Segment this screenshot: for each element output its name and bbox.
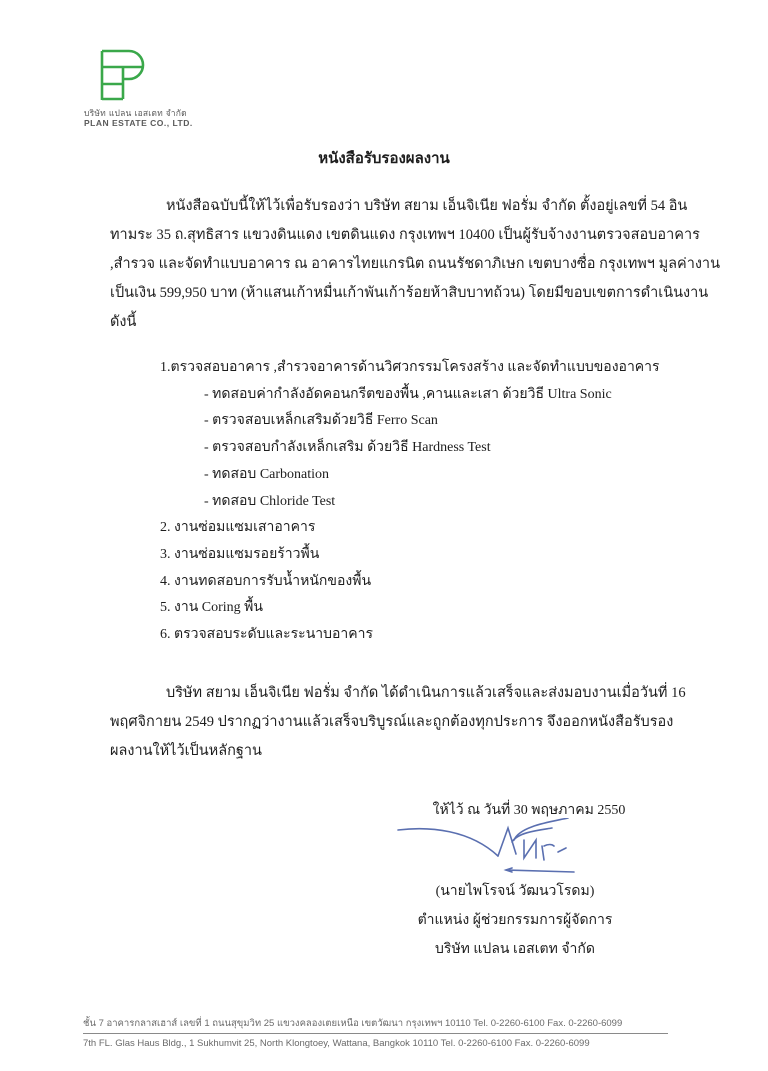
closing-line: พฤศจิกายน 2549 ปรากฏว่างานแล้วเสร็จบริบูรณ์และถูกต้องทุกประการ จึงออกหนังสือรับรอง — [110, 714, 674, 730]
signatory-position: ตำแหน่ง ผู้ช่วยกรรมการผู้จัดการ — [417, 913, 613, 928]
scope-item: 6. ตรวจสอบระดับและระนาบอาคาร — [160, 627, 374, 643]
closing-paragraph — [110, 679, 686, 766]
footer-divider — [83, 1033, 668, 1034]
company-name-thai: บริษัท แปลน เอสเตท จำกัด — [84, 109, 187, 119]
scope-list — [160, 355, 660, 649]
handwritten-signature-icon — [390, 818, 580, 878]
intro-line: หนังสือฉบับนี้ให้ไว้เพื่อรับรองว่า บริษัท สยาม เอ็นจิเนีย ฟอรั่ม จำกัด ตั้งอยู่เลขที่ 54 อิน — [166, 198, 688, 214]
pe-monogram-icon — [99, 48, 151, 102]
scope-subitem: - ทดสอบค่ากำลังอัดคอนกรีตของพื้น ,คานและเสา ด้วยวิธี Ultra Sonic — [204, 386, 612, 402]
company-name-english: PLAN ESTATE CO., LTD. — [84, 118, 193, 128]
footer-address-english: 7th FL. Glas Haus Bldg., 1 Sukhumvit 25, North Klongtoey, Wattana, Bangkok 10110 Tel. 0-2260-6100 Fax. 0-2260-6099 — [83, 1038, 590, 1049]
issue-date-text: ให้ไว้ ณ วันที่ 30 พฤษภาคม 2550 — [432, 803, 626, 818]
scope-subitem: - ตรวจสอบกำลังเหล็กเสริม ด้วยวิธี Hardness Test — [204, 440, 491, 456]
scope-item: 3. งานซ่อมแซมรอยร้าวพื้น — [160, 546, 320, 562]
intro-line: ,สำรวจ และจัดทำแบบอาคาร ณ อาคารไทยแกรนิต ถนนรัชดาภิเษก เขตบางซื่อ กรุงเทพฯ มูลค่างาน — [110, 256, 720, 272]
intro-line: เป็นเงิน 599,950 บาท (ห้าแสนเก้าหมื่นเก้าพันเก้าร้อยห้าสิบบาทถ้วน) โดยมีขอบเขตการดำเนินงาน — [110, 285, 709, 301]
document-title: หนังสือรับรองผลงาน — [318, 151, 450, 167]
scope-item-1: 1.ตรวจสอบอาคาร ,สำรวจอาคารด้านวิศวกรรมโครงสร้าง และจัดทำแบบของอาคาร — [160, 360, 660, 375]
signatory-name: (นายไพโรจน์ วัฒนวโรดม) — [435, 884, 595, 899]
intro-line: ดังนี้ — [110, 314, 137, 330]
signatory-block — [400, 877, 630, 964]
intro-paragraph — [110, 192, 720, 337]
scope-subitem: - ตรวจสอบเหล็กเสริมด้วยวิธี Ferro Scan — [204, 413, 438, 429]
closing-line: บริษัท สยาม เอ็นจิเนีย ฟอรั่ม จำกัด ได้ดำเนินการแล้วเสร็จและส่งมอบงานเมื่อวันที่ 16 — [166, 685, 686, 701]
closing-line: ผลงานให้ไว้เป็นหลักฐาน — [110, 743, 262, 759]
scope-item: 5. งาน Coring พื้น — [160, 600, 263, 616]
intro-line: ทามระ 35 ถ.สุทธิสาร แขวงดินแดง เขตดินแดง กรุงเทพฯ 10400 เป็นผู้รับจ้างงานตรวจสอบอาคาร — [110, 227, 700, 243]
scope-item: 4. งานทดสอบการรับน้ำหนักของพื้น — [160, 573, 372, 589]
scope-subitem: - ทดสอบ Carbonation — [204, 466, 330, 482]
signatory-company: บริษัท แปลน เอสเตท จำกัด — [435, 942, 595, 957]
footer-address — [83, 1017, 668, 1051]
scope-item: 2. งานซ่อมแซมเสาอาคาร — [160, 520, 316, 536]
scope-subitem: - ทดสอบ Chloride Test — [204, 493, 336, 509]
footer-address-thai: ชั้น 7 อาคารกลาสเฮาส์ เลขที่ 1 ถนนสุขุมวิท 25 แขวงคลองเตยเหนือ เขตวัฒนา กรุงเทพฯ 10110 Tel. 0-2260-6100 Fax. 0-2260-6099 — [83, 1018, 623, 1029]
